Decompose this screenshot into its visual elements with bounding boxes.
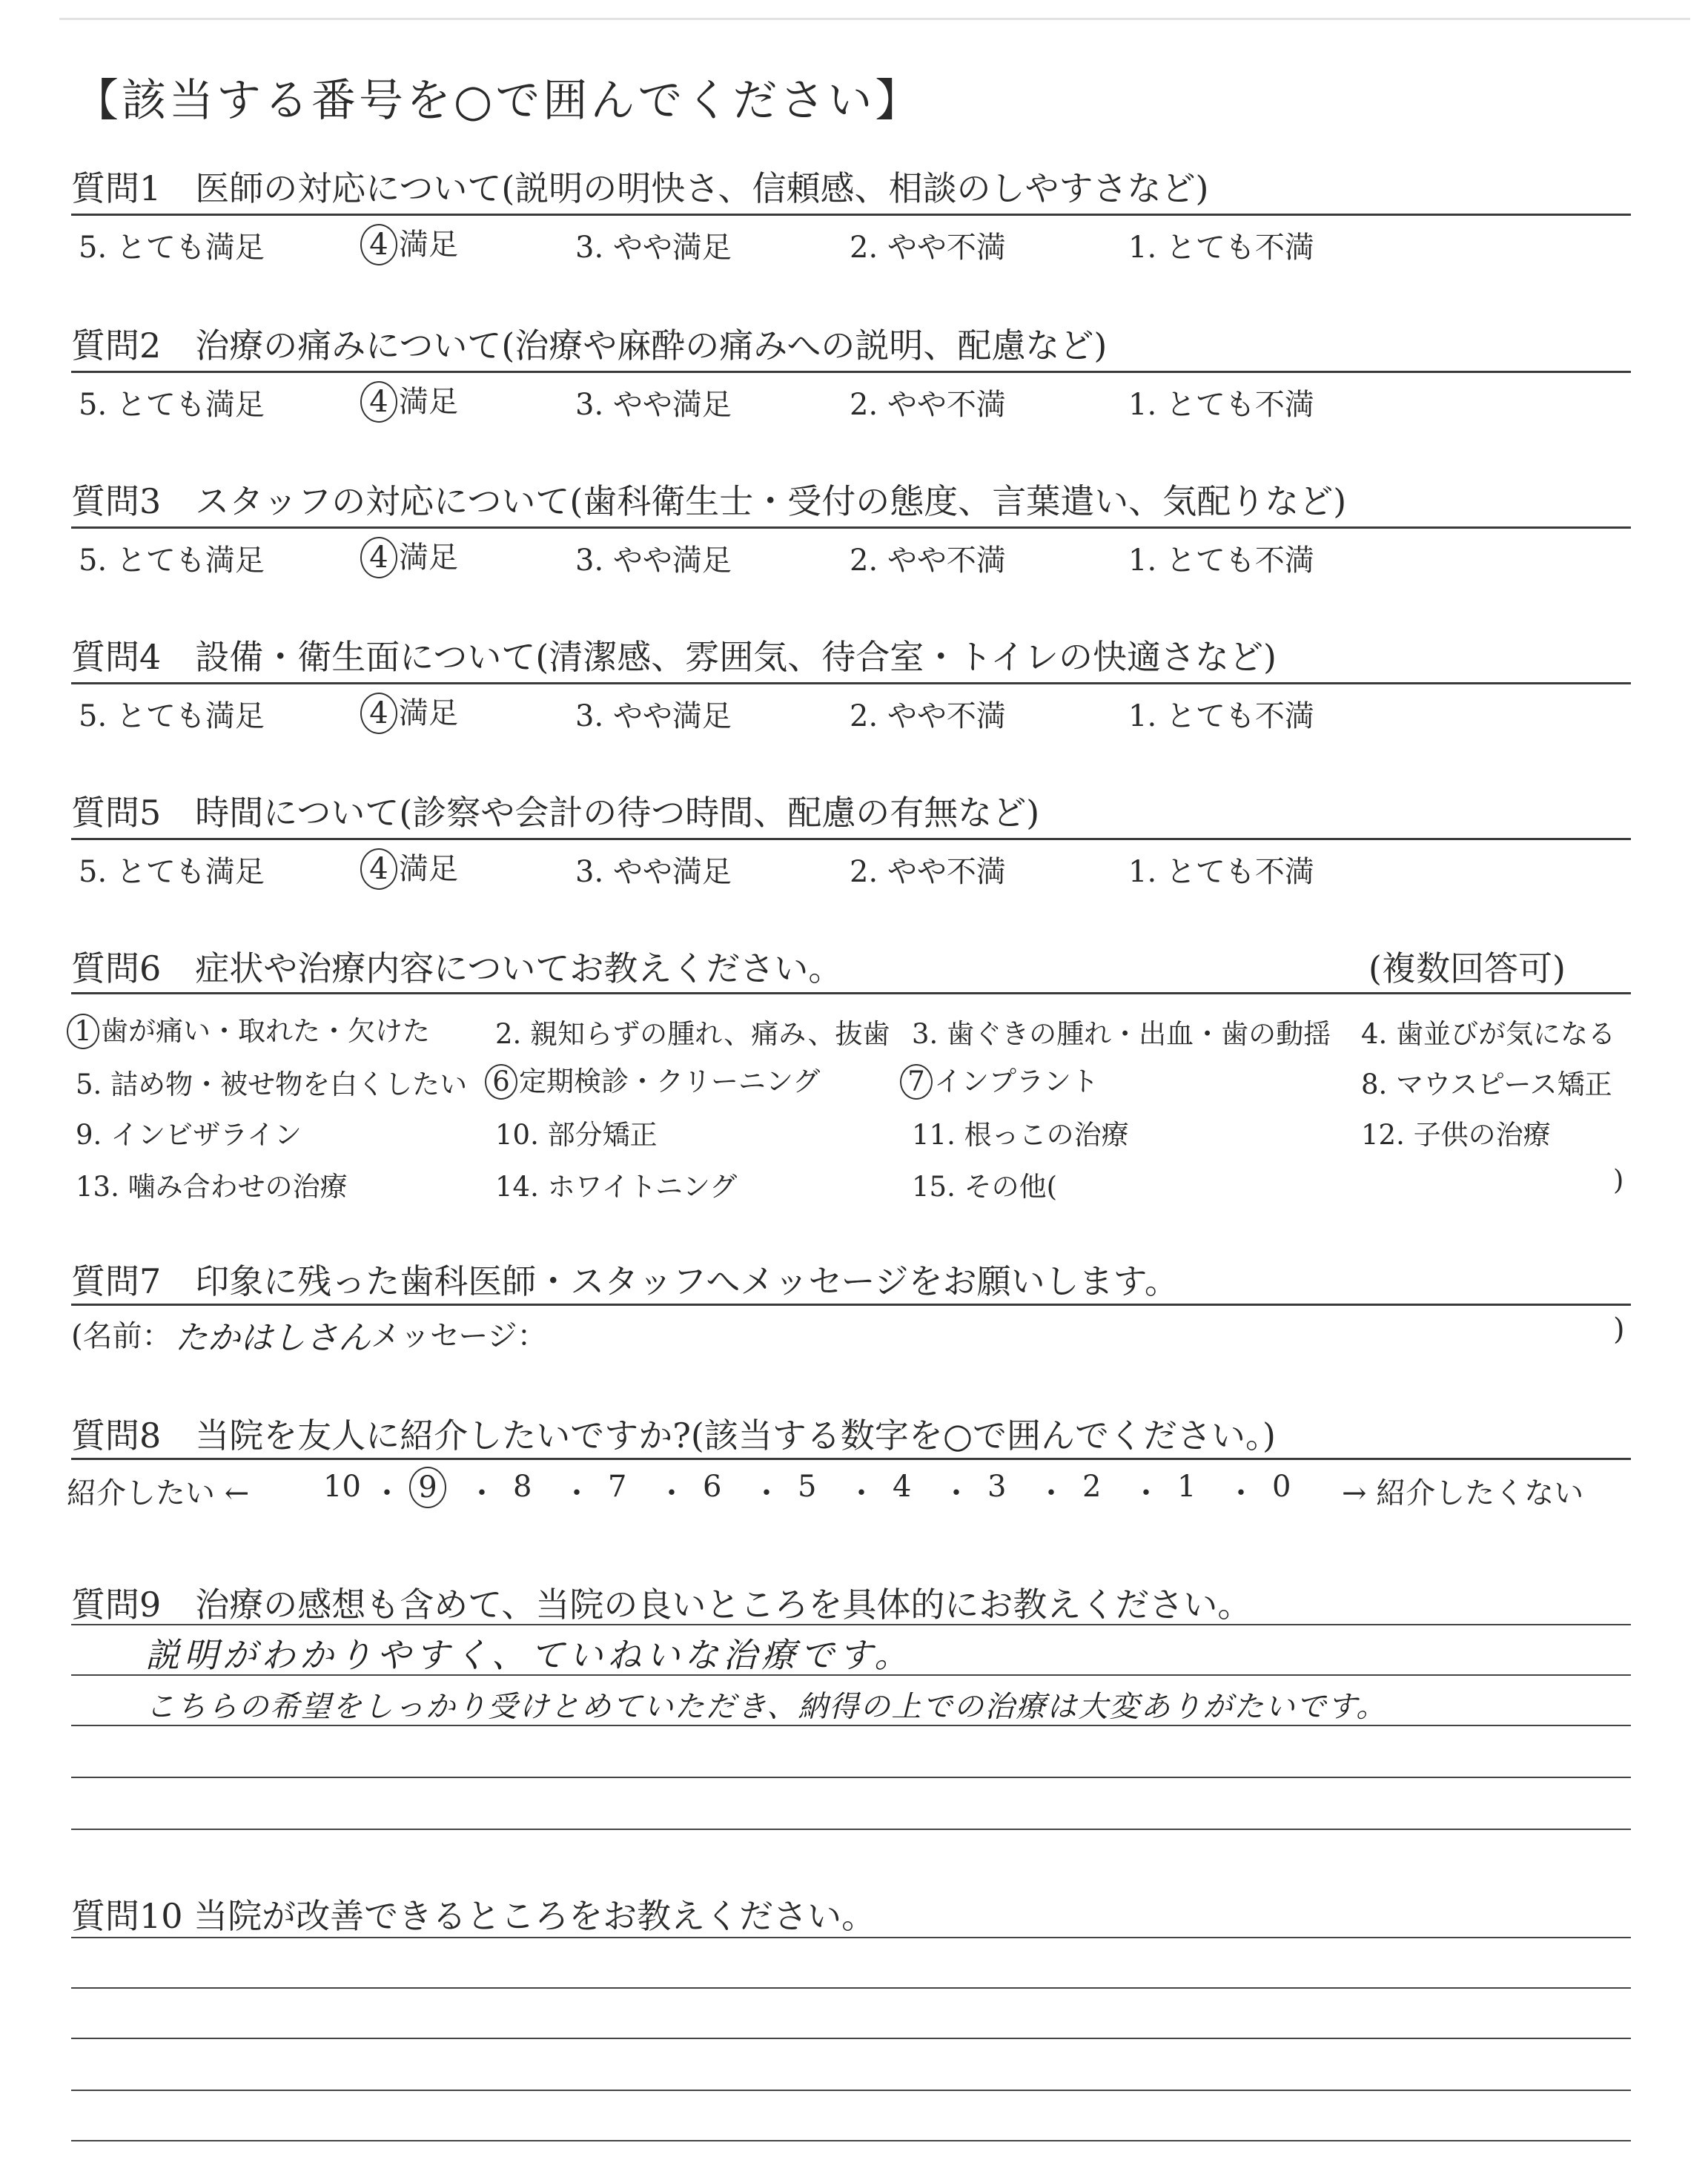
question-1-label: 質問1 医師の対応について(説明の明快さ、信頼感、相談のしやすさなど) [71, 168, 1209, 208]
q5-option-5[interactable]: 5. とても満足 [79, 855, 265, 889]
q6-option-3[interactable]: 3. 歯ぐきの腫れ・出血・歯の動揺 [912, 1018, 1331, 1050]
selection-circle: 4 [360, 693, 397, 734]
q2-option-4-selected[interactable]: 4 満足 [360, 378, 458, 423]
question-7-label: 質問7 印象に残った歯科医師・スタッフへメッセージをお願いします。 [71, 1261, 1179, 1301]
question-2-label: 質問2 治療の痛みについて(治療や麻酔の痛みへの説明、配慮など) [71, 326, 1108, 366]
q6-option-14[interactable]: 14. ホワイトニング [495, 1171, 738, 1203]
q8-right-label: → 紹介したくない [1342, 1476, 1584, 1510]
q4-option-2[interactable]: 2. やや不満 [850, 699, 1006, 733]
q8-scale-separator: ・ [1036, 1476, 1066, 1510]
q9-write-line-1 [71, 1624, 1631, 1625]
q8-scale-separator: ・ [467, 1476, 497, 1510]
q5-option-2[interactable]: 2. やや不満 [850, 855, 1006, 889]
q9-answer-line-2[interactable]: こちらの希望をしっかり受けとめていただき、納得の上での治療は大変ありがたいです。 [145, 1690, 1388, 1724]
q6-option-13[interactable]: 13. 噛み合わせの治療 [76, 1171, 348, 1203]
q4-option-1[interactable]: 1. とても不満 [1128, 699, 1314, 733]
q8-scale-separator: ・ [941, 1476, 971, 1510]
form-title: 【該当する番号を○で囲んでください】 [74, 75, 923, 127]
q5-option-1[interactable]: 1. とても不満 [1128, 855, 1314, 889]
page-top-border [59, 18, 1690, 20]
q8-scale-value-4[interactable]: 4 [893, 1470, 912, 1504]
q2-option-1[interactable]: 1. とても不満 [1128, 388, 1314, 422]
question-3-rule [71, 526, 1631, 529]
q1-option-4-selected[interactable]: 4 満足 [360, 221, 458, 265]
selection-circle: 4 [360, 537, 397, 578]
q1-option-2[interactable]: 2. やや不満 [850, 231, 1006, 265]
q3-option-4-selected[interactable]: 4 満足 [360, 534, 458, 578]
q9-write-line-4 [71, 1777, 1631, 1778]
q3-option-5[interactable]: 5. とても満足 [79, 544, 265, 578]
q4-option-5[interactable]: 5. とても満足 [79, 699, 265, 733]
q8-scale-separator: ・ [1131, 1476, 1161, 1510]
q8-scale-value-7[interactable]: 7 [608, 1470, 627, 1504]
question-7-rule [71, 1304, 1631, 1306]
q8-scale-value-8[interactable]: 8 [513, 1470, 532, 1504]
q6-option-15[interactable]: 15. その他( [912, 1171, 1058, 1203]
q10-write-line-4 [71, 2090, 1631, 2091]
q6-option-2[interactable]: 2. 親知らずの腫れ、痛み、抜歯 [495, 1018, 890, 1050]
q8-scale-separator: ・ [562, 1476, 592, 1510]
selection-circle: 4 [360, 224, 397, 265]
q6-option-6-selected[interactable]: 6 定期検診・クリーニング [485, 1059, 820, 1100]
q3-option-3[interactable]: 3. やや満足 [575, 544, 732, 578]
q1-option-1[interactable]: 1. とても不満 [1128, 231, 1314, 265]
q7-name-prefix: (名前： [71, 1319, 172, 1353]
q3-option-1[interactable]: 1. とても不満 [1128, 544, 1314, 578]
q6-option-15-close-paren: ) [1613, 1164, 1624, 1196]
q6-option-5[interactable]: 5. 詰め物・被せ物を白くしたい [76, 1069, 468, 1100]
q8-scale-value-2[interactable]: 2 [1082, 1470, 1102, 1504]
q6-option-4[interactable]: 4. 歯並びが気になる [1361, 1018, 1616, 1050]
q8-left-label: 紹介したい ← [67, 1476, 250, 1510]
q10-write-line-1 [71, 1937, 1631, 1938]
q9-write-line-5 [71, 1829, 1631, 1830]
selection-circle: 1 [67, 1014, 99, 1049]
selection-circle: 7 [900, 1064, 933, 1100]
selection-circle: 6 [485, 1064, 517, 1100]
question-2-rule [71, 371, 1631, 373]
q7-name-handwritten[interactable]: たかはしさん [175, 1319, 371, 1357]
q8-scale-value-1[interactable]: 1 [1177, 1470, 1196, 1504]
q3-option-2[interactable]: 2. やや不満 [850, 544, 1006, 578]
q6-option-12[interactable]: 12. 子供の治療 [1361, 1119, 1551, 1151]
question-4-rule [71, 682, 1631, 684]
q6-option-10[interactable]: 10. 部分矯正 [495, 1119, 658, 1151]
question-10-label: 質問10 当院が改善できるところをお教えください。 [71, 1896, 876, 1936]
q6-option-9[interactable]: 9. インビザライン [76, 1119, 302, 1151]
question-8-label: 質問8 当院を友人に紹介したいですか?(該当する数字を○で囲んでください。) [71, 1416, 1276, 1456]
q6-option-11[interactable]: 11. 根っこの治療 [912, 1119, 1129, 1151]
q8-scale-separator: ・ [847, 1476, 876, 1510]
question-1-rule [71, 214, 1631, 216]
q8-scale-value-0[interactable]: 0 [1272, 1470, 1291, 1504]
question-6-rule [71, 992, 1631, 994]
q10-write-line-3 [71, 2038, 1631, 2039]
question-6-label: 質問6 症状や治療内容についてお教えください。 [71, 948, 843, 988]
question-9-label: 質問9 治療の感想も含めて、当院の良いところを具体的にお教えください。 [71, 1585, 1252, 1625]
question-8-rule [71, 1458, 1631, 1460]
selection-circle: 9 [409, 1467, 446, 1508]
q8-scale-value-3[interactable]: 3 [987, 1470, 1007, 1504]
q6-option-8[interactable]: 8. マウスピース矯正 [1361, 1069, 1612, 1100]
question-5-label: 質問5 時間について(診察や会計の待つ時間、配慮の有無など) [71, 793, 1040, 833]
q4-option-4-selected[interactable]: 4 満足 [360, 690, 458, 734]
q1-option-3[interactable]: 3. やや満足 [575, 231, 732, 265]
q8-scale-value-10[interactable]: 10 [323, 1470, 361, 1504]
q4-option-3[interactable]: 3. やや満足 [575, 699, 732, 733]
q8-scale-value-5[interactable]: 5 [798, 1470, 817, 1504]
q8-scale [323, 1470, 1317, 1514]
q2-option-2[interactable]: 2. やや不満 [850, 388, 1006, 422]
question-6-note: (複数回答可) [1368, 948, 1566, 988]
q8-scale-separator: ・ [657, 1476, 686, 1510]
q6-option-7-selected[interactable]: 7 インプラント [900, 1059, 1099, 1100]
question-4-label: 質問4 設備・衛生面について(清潔感、雰囲気、待合室・トイレの快適さなど) [71, 637, 1277, 677]
q1-option-5[interactable]: 5. とても満足 [79, 231, 265, 265]
question-3-label: 質問3 スタッフの対応について(歯科衛生士・受付の態度、言葉遣い、気配りなど) [71, 481, 1347, 521]
selection-circle: 4 [360, 848, 397, 890]
question-5-rule [71, 838, 1631, 840]
q5-option-4-selected[interactable]: 4 満足 [360, 845, 458, 890]
q7-close-paren: ) [1613, 1312, 1625, 1347]
selection-circle: 4 [360, 381, 397, 423]
q10-write-line-5 [71, 2140, 1631, 2141]
q5-option-3[interactable]: 3. やや満足 [575, 855, 732, 889]
q9-answer-line-1[interactable]: 説明がわかりやすく、ていねいな治療です。 [145, 1635, 913, 1675]
q10-write-line-2 [71, 1987, 1631, 1989]
q8-scale-separator: ・ [372, 1476, 402, 1510]
q8-scale-value-6[interactable]: 6 [703, 1470, 722, 1504]
q2-option-5[interactable]: 5. とても満足 [79, 388, 265, 422]
q6-option-1-selected[interactable]: 1 歯が痛い・取れた・欠けた [67, 1008, 430, 1049]
q7-message-label: メッセージ： [371, 1319, 547, 1353]
q8-scale-separator: ・ [752, 1476, 781, 1510]
q8-scale-value-9[interactable] [409, 1467, 448, 1508]
q8-scale-separator: ・ [1226, 1476, 1256, 1510]
q2-option-3[interactable]: 3. やや満足 [575, 388, 732, 422]
